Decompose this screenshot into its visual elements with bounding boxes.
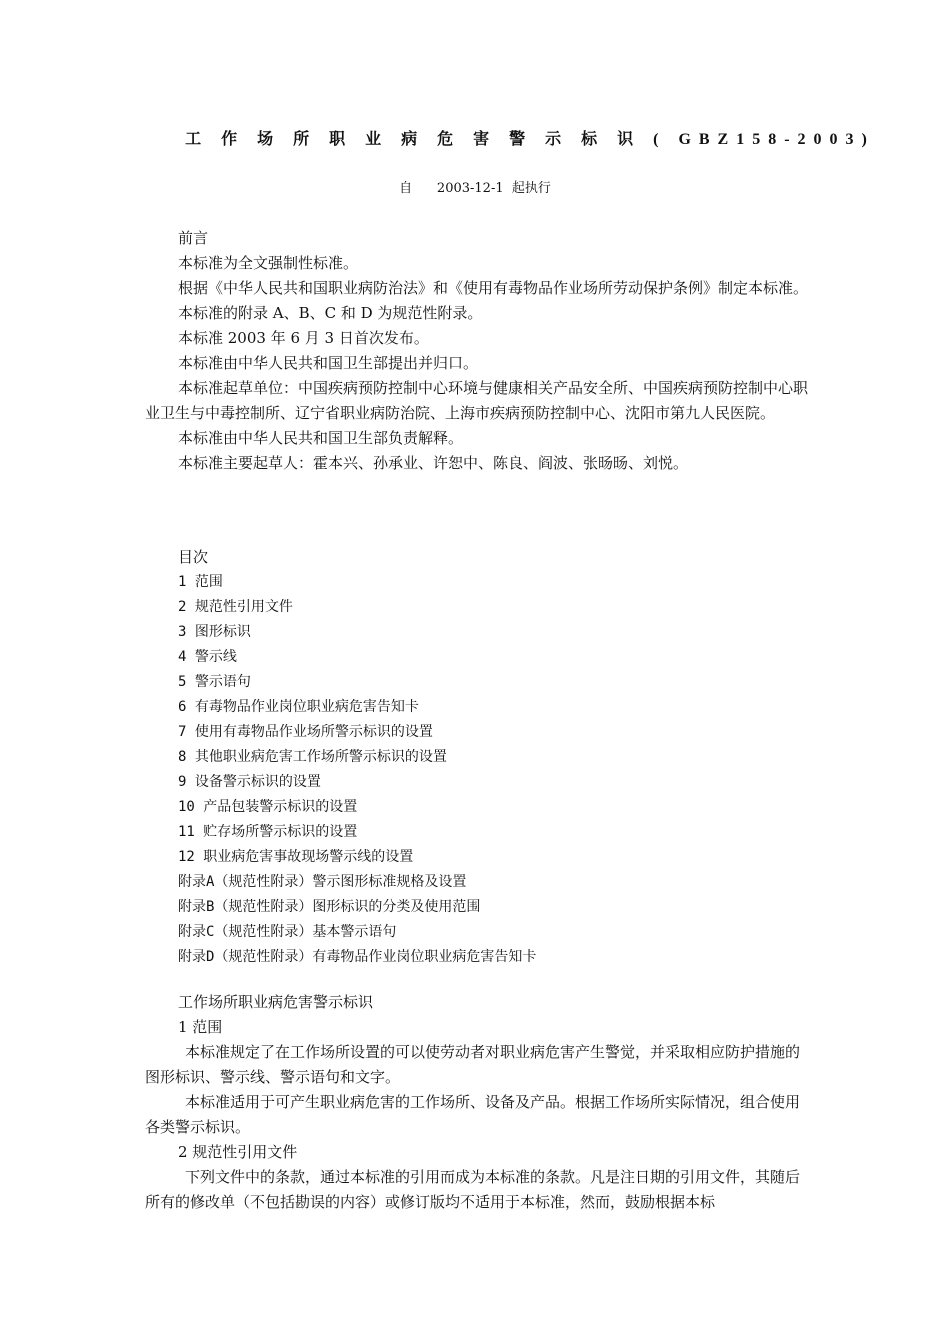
toc-item: 10 产品包装警示标识的设置 bbox=[178, 799, 358, 815]
toc-item: 12 职业病危害事故现场警示线的设置 bbox=[178, 849, 414, 865]
section-heading-scope: 1 范围 bbox=[178, 1018, 223, 1036]
preface-paragraph: 根据《中华人民共和国职业病防治法》和《使用有毒物品作业场所劳动保护条例》制定本标准。 bbox=[178, 279, 809, 297]
main-section bbox=[145, 990, 810, 1215]
preface-section bbox=[145, 226, 810, 476]
toc-item: 3 图形标识 bbox=[178, 624, 251, 640]
preface-paragraph: 本标准为全文强制性标准。 bbox=[178, 254, 359, 272]
preface-paragraph: 本标准的附录 A、B、C 和 D 为规范性附录。 bbox=[178, 304, 483, 322]
preface-paragraph: 本标准起草单位：中国疾病预防控制中心环境与健康相关产品安全所、中国疾病预防控制中心职业卫生与中毒控制所、辽宁省职业病防治院、上海市疾病预防控制中心、沈阳市第九人民医院。 bbox=[145, 379, 809, 422]
toc-item: 5 警示语句 bbox=[178, 674, 251, 690]
scope-paragraph: 本标准规定了在工作场所设置的可以使劳动者对职业病危害产生警觉，并采取相应防护措施的图形标识、警示线、警示语句和文字。 bbox=[145, 1043, 801, 1086]
toc-item: 2 规范性引用文件 bbox=[178, 599, 293, 615]
toc-item: 附录B（规范性附录）图形标识的分类及使用范围 bbox=[178, 899, 481, 915]
preface-paragraph: 本标准 2003 年 6 月 3 日首次发布。 bbox=[178, 329, 429, 347]
toc-heading: 目次 bbox=[178, 548, 209, 566]
effective-date: 自 2003-12-1 起执行 bbox=[399, 181, 551, 196]
preface-paragraph: 本标准由中华人民共和国卫生部负责解释。 bbox=[178, 429, 464, 447]
toc-item: 4 警示线 bbox=[178, 649, 237, 665]
section-title: 工作场所职业病危害警示标识 bbox=[178, 993, 374, 1011]
toc-item: 附录C（规范性附录）基本警示语句 bbox=[178, 924, 397, 940]
toc-section bbox=[145, 545, 810, 970]
references-paragraph: 下列文件中的条款，通过本标准的引用而成为本标准的条款。凡是注日期的引用文件，其随后所有的修改单（不包括勘误的内容）或修订版均不适用于本标准，然而，鼓励根据本标 bbox=[145, 1168, 801, 1211]
document-title: 工 作 场 所 职 业 病 危 害 警 示 标 识 ( GBZ158-2003) bbox=[185, 131, 875, 148]
preface-heading: 前言 bbox=[178, 229, 209, 247]
toc-list bbox=[145, 570, 810, 970]
toc-item: 6 有毒物品作业岗位职业病危害告知卡 bbox=[178, 699, 419, 715]
toc-item: 9 设备警示标识的设置 bbox=[178, 774, 321, 790]
scope-paragraph: 本标准适用于可产生职业病危害的工作场所、设备及产品。根据工作场所实际情况，组合使用各类警示标识。 bbox=[145, 1093, 801, 1136]
toc-item: 8 其他职业病危害工作场所警示标识的设置 bbox=[178, 749, 447, 765]
preface-paragraph: 本标准由中华人民共和国卫生部提出并归口。 bbox=[178, 354, 479, 372]
toc-item: 1 范围 bbox=[178, 574, 223, 590]
section-heading-references: 2 规范性引用文件 bbox=[178, 1143, 298, 1161]
toc-item: 附录A（规范性附录）警示图形标准规格及设置 bbox=[178, 874, 467, 890]
toc-item: 11 贮存场所警示标识的设置 bbox=[178, 824, 358, 840]
toc-item: 附录D（规范性附录）有毒物品作业岗位职业病危害告知卡 bbox=[178, 949, 537, 965]
preface-paragraph: 本标准主要起草人：霍本兴、孙承业、许恕中、陈良、阎波、张旸旸、刘悦。 bbox=[178, 454, 689, 472]
toc-item: 7 使用有毒物品作业场所警示标识的设置 bbox=[178, 724, 433, 740]
